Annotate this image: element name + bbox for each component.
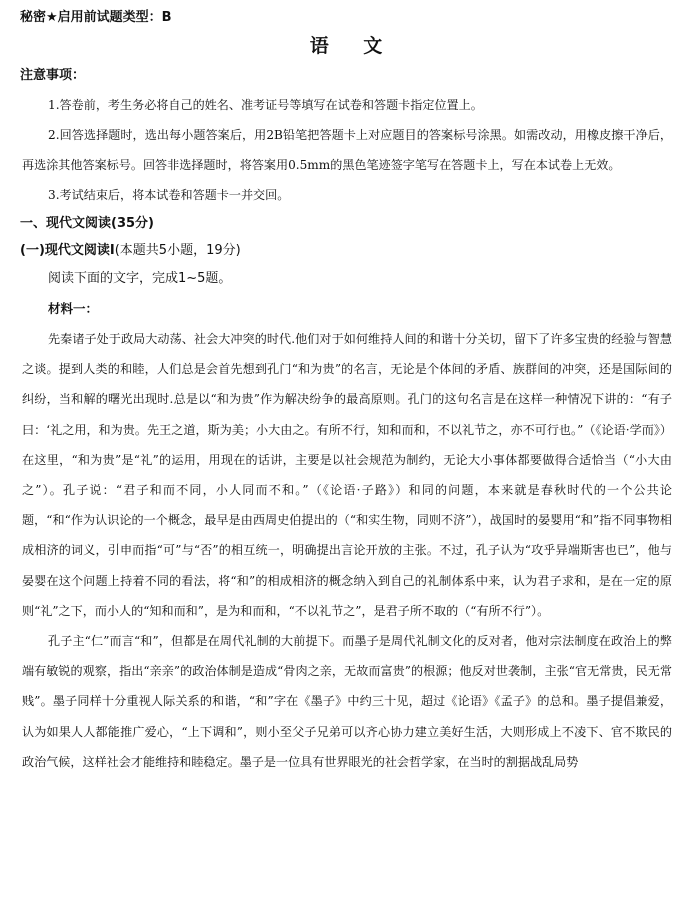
material-heading: 材料一： — [48, 301, 99, 316]
reading-instruction: 阅读下面的文字，完成1~5题。 — [48, 271, 232, 286]
section-heading: 一、现代文阅读(35分) — [20, 216, 154, 231]
sub-section-detail: (本题共5小题，19分) — [114, 243, 241, 258]
secret-label: 秘密★启用前试题类型：B — [20, 10, 172, 25]
note-item: 1.答卷前，考生务必将自己的姓名、准考证号等填写在试卷和答题卡指定位置上。 — [48, 98, 483, 112]
sub-section-heading — [20, 238, 672, 264]
material-paragraph: 孔子主“仁”而言“和”，但都是在周代礼制的大前提下。而墨子是周代礼制文化的反对者，他对宗法制度在政治上的弊端有敏锐的观察，指出“亲亲”的政治体制是造成“骨肉之亲，无故而富贵”的根源；他反对世袭制，主张“官无常贵，民无常贱”。墨子同样十分重视人际关系的和谐，“和”字在《墨子》中约三十见，超过《论语》《孟子》的总和。墨子提倡兼爱，认为如果人人都能推广爱心，“上下调和”，则小至父子兄弟可以齐心协力建立美好生活，大则形成上不凌下、官不欺民的政治气候，这样社会才能维持和睦稳定。墨子是一位具有世界眼光的社会哲学家，在当时的割据战乱局势 — [22, 634, 672, 769]
note-item: 2.回答选择题时，选出每小题答案后，用2B铅笔把答题卡上对应题目的答案标号涂黑。如需改动，用橡皮擦干净后，再选涂其他答案标号。回答非选择题时，将答案用0.5mm的黑色笔迹签字笔写在答题卡上，写在本试卷上无效。 — [22, 128, 672, 172]
note-item: 3.考试结束后，将本试卷和答题卡一并交回。 — [48, 188, 290, 202]
notes-heading: 注意事项： — [20, 68, 86, 83]
page-title: 语 文 — [309, 35, 397, 57]
sub-section-title: (一)现代文阅读Ⅰ — [20, 243, 115, 258]
material-paragraph: 先秦诸子处于政局大动荡、社会大冲突的时代.他们对于如何维持人间的和谐十分关切，留下了许多宝贵的经验与智慧之谈。提到人类的和睦，人们总是会首先想到孔门“和为贵”的名言，无论是个体间的矛盾、族群间的冲突，还是国际间的纠纷，当和解的曙光出现时.总是以“和为贵”作为解决纷争的最高原则。孔门的这句名言是在这样一种情况下讲的：“有子曰：‘礼之用，和为贵。先王之道，斯为美；小大由之。有所不行，知和而和，不以礼节之，亦不可行也。”（《论语·学而》）在这里，“和为贵”是“礼”的运用，用现在的话讲，主要是以社会规范为制约，无论大小事体都要做得合适恰当（“小大由之”）。孔子说：“君子和而不同，小人同而不和。”（《论语·子路》）和同的问题，本来就是春秋时代的一个公共论题，“和“作为认识论的一个概念，最早是由西周史伯提出的（“和实生物，同则不济”），战国时的晏婴用“和”指不同事物相成相济的词义，引申而指“可”与“否”的相互统一，明确提出言论开放的主张。不过，孔子认为“攻乎异端斯害也已”，他与晏婴在这个问题上持着不同的看法，将“和”的相成相济的概念纳入到自己的礼制体系中来，认为君子求和，是在一定的原则“礼”之下，而小人的“知和而和”，是为和而和，“不以礼节之”，是君子所不取的（“有所不行”）。 — [22, 332, 672, 618]
